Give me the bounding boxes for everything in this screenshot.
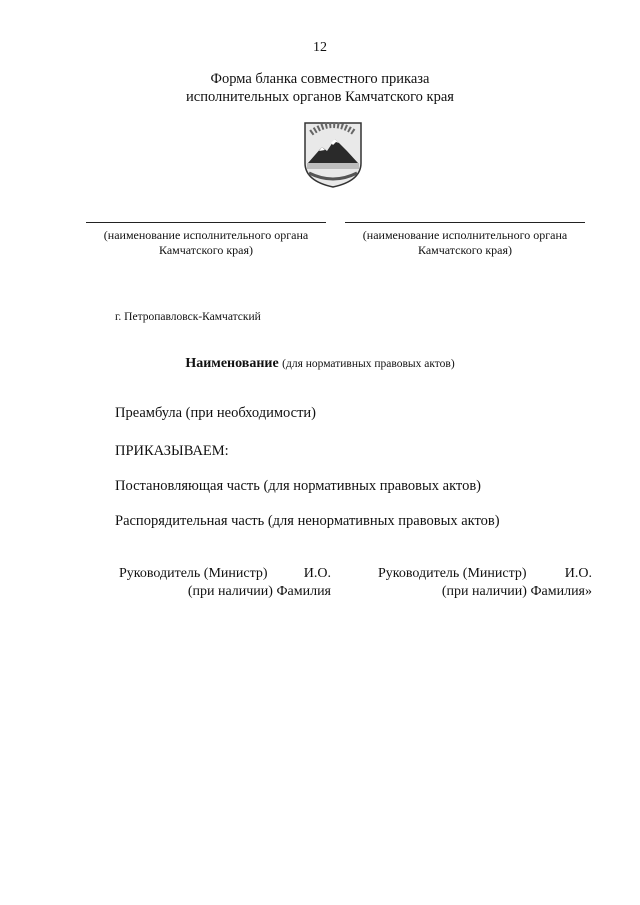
organ-1-caption-line-2: Камчатского края): [158, 243, 254, 257]
signature-block-1: [119, 565, 331, 601]
organ-2-caption-line-2: Камчатского края): [417, 243, 513, 257]
signature-2-surname: (при наличии) Фамилия»: [441, 584, 592, 599]
naming-note: (для нормативных правовых актов): [282, 358, 455, 370]
paragraph-resolving: Постановляющая часть (для нормативных правовых актов): [115, 478, 482, 494]
organ-2-caption: [345, 228, 585, 258]
signature-block-2: [378, 565, 592, 601]
organ-1-line: [86, 222, 326, 223]
organ-2-line: [345, 222, 585, 223]
city-name: г. Петропавловск-Камчатский: [115, 311, 261, 323]
signature-1-role: Руководитель (Министр): [119, 566, 268, 581]
page-number: 12: [313, 40, 327, 55]
kamchatka-coat-of-arms-icon: [303, 119, 363, 189]
form-title-line-1: Форма бланка совместного приказа: [210, 71, 430, 87]
document-naming: [0, 356, 640, 372]
naming-bold: Наименование: [185, 356, 279, 371]
signature-2-role: Руководитель (Министр): [378, 566, 527, 581]
paragraph-preamble: Преамбула (при необходимости): [115, 405, 316, 421]
signature-2-initials: И.О.: [564, 566, 592, 581]
organ-1-caption-line-1: (наименование исполнительного органа: [103, 228, 309, 242]
organ-2-caption-line-1: (наименование исполнительного органа: [362, 228, 568, 242]
paragraph-order: ПРИКАЗЫВАЕМ:: [115, 443, 229, 459]
signature-1-initials: И.О.: [303, 566, 331, 581]
form-title-line-2: исполнительных органов Камчатского края: [186, 89, 454, 105]
signature-1-surname: (при наличии) Фамилия: [187, 584, 331, 599]
paragraph-administrative: Распорядительная часть (для ненормативных правовых актов): [115, 513, 500, 529]
form-title: [0, 70, 640, 106]
organ-1-caption: [86, 228, 326, 258]
